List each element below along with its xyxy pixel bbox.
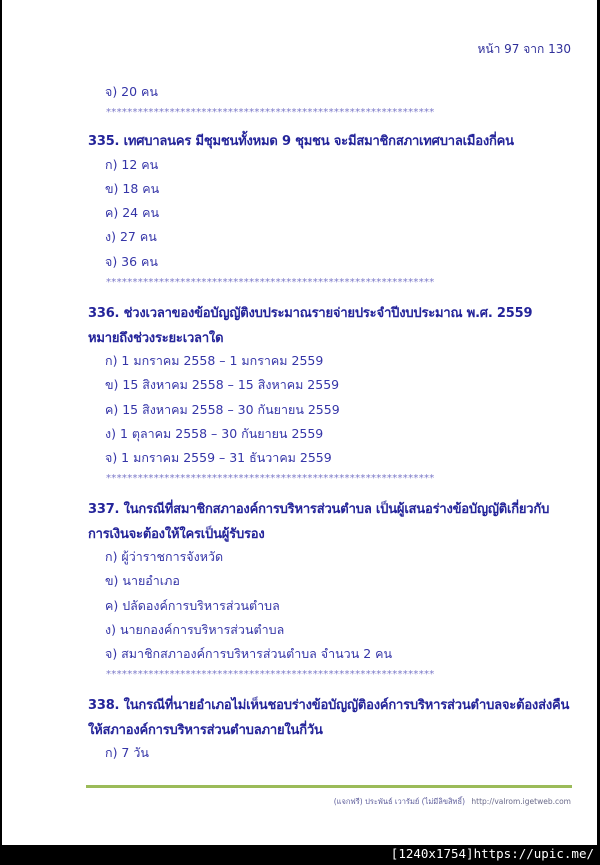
option-335-a: ก) 12 คน [105, 157, 159, 172]
option-338-a: ก) 7 วัน [105, 745, 149, 760]
option-337-c: ค) ปลัดองค์การบริหารส่วนตำบล [105, 598, 280, 613]
separator: ************************************************************** [106, 108, 435, 118]
document-page [2, 0, 597, 845]
footer-url: http://valrom.igetweb.com [471, 797, 571, 806]
option-336-b: ข) 15 สิงหาคม 2558 – 15 สิงหาคม 2559 [105, 377, 340, 392]
page-number: หน้า 97 จาก 130 [477, 42, 571, 56]
option-335-b: ข) 18 คน [105, 181, 160, 196]
option-336-d: ง) 1 ตุลาคม 2558 – 30 กันยายน 2559 [105, 426, 324, 441]
option-336-c: ค) 15 สิงหาคม 2558 – 30 กันยายน 2559 [105, 402, 340, 417]
option-335-c: ค) 24 คน [105, 205, 159, 220]
option-337-e: จ) สมาชิกสภาองค์การบริหารส่วนตำบล จำนวน 2 คน [105, 646, 393, 661]
footer-rule [86, 785, 572, 788]
footer-credit: (แจกฟรี) ประพันธ์ เวารัมย์ (ไม่มีลิขสิทธิ์) [333, 797, 465, 806]
separator: ************************************************************** [106, 278, 435, 288]
option-337-b: ข) นายอำเภอ [105, 573, 180, 588]
option-337-d: ง) นายกองค์การบริหารส่วนตำบล [105, 622, 285, 637]
option-337-a: ก) ผู้ว่าราชการจังหวัด [105, 549, 224, 564]
option-336-e: จ) 1 มกราคม 2559 – 31 ธันวาคม 2559 [105, 450, 332, 465]
option-335-d: ง) 27 คน [105, 229, 157, 244]
question-336-line2: หมายถึงช่วงระยะเวลาใด [88, 331, 224, 346]
option-336-a: ก) 1 มกราคม 2558 – 1 มกราคม 2559 [105, 353, 324, 368]
separator: ************************************************************** [106, 670, 435, 680]
question-337-line1: 337. ในกรณีที่สมาชิกสภาองค์การบริหารส่วนตำบล เป็นผู้เสนอร่างข้อบัญญัติเกี่ยวกับ [88, 502, 550, 517]
option-335-e: จ) 36 คน [105, 254, 158, 269]
question-337-line2: การเงินจะต้องให้ใครเป็นผู้รับรอง [88, 527, 265, 542]
separator: ************************************************************** [106, 474, 435, 484]
question-338-line1: 338. ในกรณีที่นายอำเภอไม่เห็นชอบร่างข้อบัญญัติองค์การบริหารส่วนตำบลจะต้องส่งคืน [88, 698, 570, 713]
question-335: 335. เทศบาลนคร มีชุมชนทั้งหมด 9 ชุมชน จะมีสมาชิกสภาเทศบาลเมืองกี่คน [88, 134, 514, 149]
question-338-line2: ให้สภาองค์การบริหารส่วนตำบลภายในกี่วัน [88, 723, 323, 738]
option-334-e: จ) 20 คน [105, 84, 158, 99]
question-336-line1: 336. ช่วงเวลาของข้อบัญญัติงบประมาณรายจ่ายประจำปีงบประมาณ พ.ศ. 2559 [88, 306, 533, 321]
image-watermark: [1240x1754]https://upic.me/ [390, 846, 594, 861]
footer [334, 796, 571, 808]
